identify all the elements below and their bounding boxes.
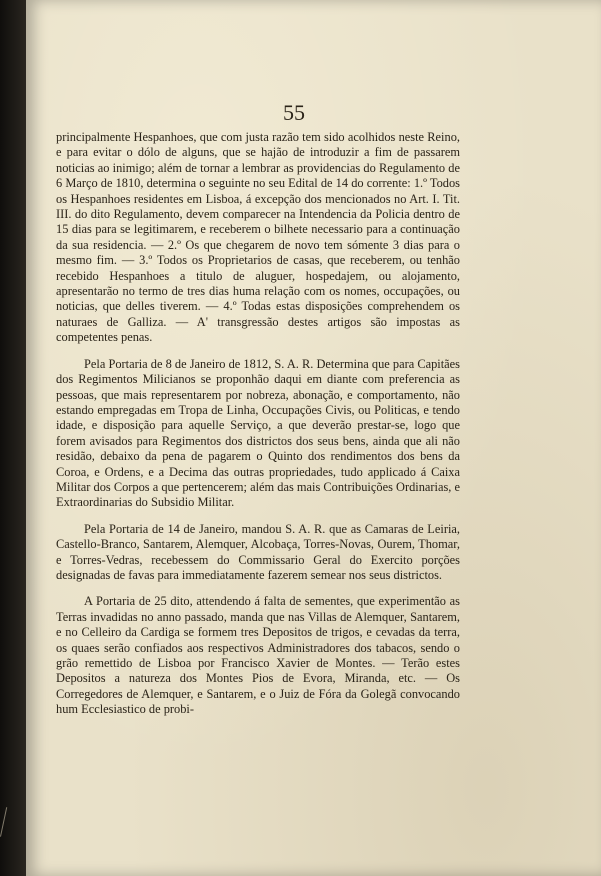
paragraph-portaria-8-janeiro: Pela Portaria de 8 de Janeiro de 1812, S. A. R. Determina que para Capitães dos Regimentos Milicianos se proponhão daqui em diante com preferencia as pessoas, que mais representarem por nobreza, abonação, e comportamento, não estando empregadas em Tropa de Linha, Occupações Civis, ou Politicas, e tendo idade, e disposição para aquelle Serviço, a que deverão prestar-se, logo que forem avisados para Regimentos dos districtos dos seus bens, ainda que ali não residão, debaixo da pena de pagarem o Quinto dos rendimentos dos bens da Coroa, e Ordens, e a Decima das outras propriedades, tudo applicado á Caixa Militar dos Corpos a que pertencerem; além das mais Contribuições Ordinarias, e Extraordinarias do Subsidio Militar. <box>56 356 460 510</box>
paragraph-portaria-14-janeiro: Pela Portaria de 14 de Janeiro, mandou S. A. R. que as Camaras de Leiria, Castello-Branco, Santarem, Alemquer, Alcobaça, Torres-Novas, Ourem, Thomar, e Torres-Vedras, recebessem do Commissario Geral do Exercito porções designadas de favas para immediatamente fazerem semear nos seus districtos. <box>56 521 460 582</box>
paragraph-portaria-25-dito: A Portaria de 25 dito, attendendo á falta de sementes, que experimentão as Terras invadidas no anno passado, manda que nas Villas de Alemquer, Santarem, e no Celleiro da Cardiga se formem tres Depositos de trigos, e cevadas da terra, os quaes serão confiados aos respectivos Administradores dos tabacos, sendo o grão remettido de Lisboa por Francisco Xavier de Montes. — Terão estes Depositos a natureza dos Montes Pios de Evora, Miranda, etc. — Os Corregedores de Alemquer, e Santarem, e o Juiz de Fóra da Golegã convocando hum Ecclesiastico de probi- <box>56 594 460 717</box>
paragraph-hespanhoes: principalmente Hespanhoes, que com justa razão tem sido acolhidos neste Reino, e para evitar o dólo de alguns, que se hajão de introduzir a fim de passarem noticias ao inimigo; além de tornar a lembrar as providencias do Regulamento de 6 Março de 1810, determina o seguinte no seu Edital de 14 do corrente: 1.º Todos os Hespanhoes residentes em Lisboa, á excepção dos mencionados no Art. I. Tit. III. do dito Regulamento, devem comparecer na Intendencia da Policia dentro de 15 dias para se legitimarem, e receberem o bilhete necessario para a continuação da sua residencia. — 2.º Os que chegarem de novo tem sómente 3 dias para o mesmo fim. — 3.º Todos os Proprietarios de casas, que receberem, ou tenhão recebido Hespanhoes a titulo de aluguer, hospedajem, ou alojamento, apresentarão no termo de tres dias huma relação com os nomes, occupações, ou noticias, que delles tiverem. — 4.º Todas estas disposições comprehendem os naturaes de Galliza. — A' transgressão destes artigos são impostas as competentes penas. <box>56 130 460 345</box>
page-body <box>56 130 460 718</box>
page-edge-mark <box>0 807 17 839</box>
book-gutter <box>0 0 26 876</box>
page-number: 55 <box>283 100 305 125</box>
